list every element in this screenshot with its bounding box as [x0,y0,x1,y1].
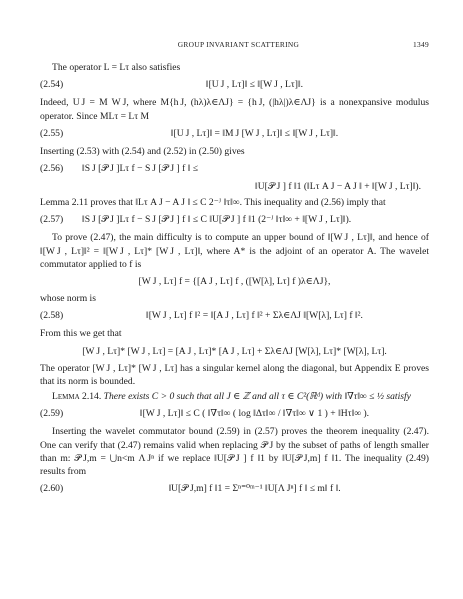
equation-continuation: ‖U[𝒫 J ] f ‖1 (‖Lτ A J − A J ‖ + ‖[W J , Lτ]‖). [255,181,421,193]
equation-number: (2.60) [40,483,64,495]
equation-body: ‖[U J , Lτ]‖ = ‖M J [W J , Lτ]‖ ≤ ‖[W J , Lτ]‖. [170,127,339,139]
equation-number: (2.57) [40,214,64,226]
paragraph: To prove (2.47), the main difficulty is to compute an upper bound of ‖[W J , Lτ]‖, and hence of ‖[W J , Lτ]‖² = ‖[W J , Lτ]* [W J , Lτ]‖, where A* is the adjoint of an operator A. The wavelet commutator applied to f is [40,232,429,270]
equation-2-59 [40,406,429,421]
paragraph: The operator L = Lτ also satisfies [52,62,181,74]
equation-body: ‖S J [𝒫 J ]Lτ f − S J [𝒫 J ] f ‖ ≤ C ‖U[𝒫 J ] f ‖1 (2⁻ᴶ ‖τ‖∞ + ‖[W J , Lτ]‖). [82,214,352,226]
equation-adjoint: [W J , Lτ]* [W J , Lτ] = [A J , Lτ]* [A J , Lτ] + Σλ∈ΛJ [W[λ], Lτ]* [W[λ], Lτ]. [82,345,387,357]
equation-2-60 [40,481,429,496]
equation-body: ‖[U J , Lτ]‖ ≤ ‖[W J , Lτ]‖. [205,79,304,91]
equation-2-54 [40,77,429,92]
page-number: 1349 [413,40,429,49]
paragraph: Inserting the wavelet commutator bound (2.59) in (2.57) proves the theorem inequality (2.47). One can verify that (2.47) remains valid when replacing 𝒫 J by the subset of paths of length smaller than m: 𝒫 J,m = ⋃n<m Λ Jⁿ if we replace ‖U[𝒫 J ] f ‖1 by ‖U[𝒫 J,m] f ‖1. The inequality (2.49) results from [40,426,429,478]
paragraph: The operator [W J , Lτ]* [W J , Lτ] has a singular kernel along the diagonal, but Appendix E proves that its norm is bounded. [40,362,429,388]
equation-body: ‖[W J , Lτ]‖ ≤ C ( ‖∇τ‖∞ ( log ‖Δτ‖∞ / ‖∇τ‖∞ ∨ 1 ) + ‖Hτ‖∞ ). [139,408,370,420]
equation-number: (2.58) [40,310,64,322]
equation-body: ‖S J [𝒫 J ]Lτ f − S J [𝒫 J ] f ‖ ≤ [82,162,199,174]
equation-number: (2.55) [40,127,64,139]
lemma-text: There exists C > 0 such that all J ∈ ℤ and all τ ∈ C²(ℝᵈ) with ‖∇τ‖∞ ≤ ½ satisfy [103,391,411,403]
paragraph: Indeed, U J = M W J, where M{h J, (hλ)λ∈ΛJ} = {h J, (|hλ|)λ∈ΛJ} is a nonexpansive modulus operator. Since MLτ = Lτ M [40,97,429,122]
equation-number: (2.56) [40,162,64,174]
equation-2-58 [40,308,429,323]
lemma-2-14 [40,390,429,403]
equation-body: ‖[W J , Lτ] f ‖² = ‖[A J , Lτ] f ‖² + Σλ∈ΛJ ‖[W[λ], Lτ] f ‖². [146,310,363,322]
equation-2-55 [40,126,429,141]
equation-2-57 [40,212,429,227]
paragraph: From this we get that [40,328,122,340]
lemma-label: Lemma 2.14. [52,391,102,403]
equation-2-56 [40,161,429,176]
equation-number: (2.54) [40,79,64,91]
page-header [40,38,429,51]
equation-number: (2.59) [40,408,64,420]
running-title: GROUP INVARIANT SCATTERING [177,40,300,49]
equation-commutator: [W J , Lτ] f = {[A J , Lτ] f , ([W[λ], Lτ] f )λ∈ΛJ}, [138,276,331,288]
paragraph: whose norm is [40,293,96,305]
equation-body: ‖U[𝒫 J,m] f ‖1 = Σⁿ⁼⁰ᵐ⁻¹ ‖U[Λ Jⁿ] f ‖ ≤ m‖ f ‖. [168,483,341,495]
paragraph: Inserting (2.53) with (2.54) and (2.52) in (2.50) gives [40,145,245,157]
paragraph: Lemma 2.11 proves that ‖Lτ A J − A J ‖ ≤ C 2⁻ᴶ ‖τ‖∞. This inequality and (2.56) imply that [40,197,386,209]
